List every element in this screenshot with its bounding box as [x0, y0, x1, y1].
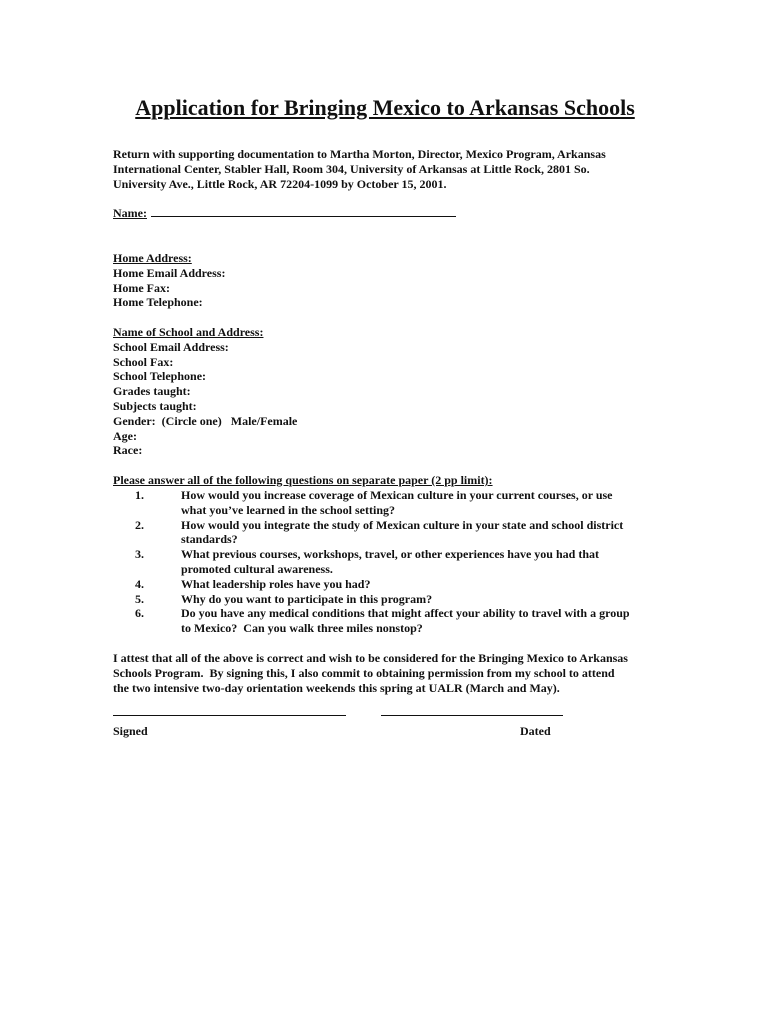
race-label: Race:: [113, 443, 143, 458]
school-name-address-label: Name of School and Address:: [113, 325, 264, 339]
question-text: How would you increase coverage of Mexican culture in your current courses, or use: [181, 488, 613, 502]
school-telephone-label: School Telephone:: [113, 369, 207, 384]
school-section: [113, 325, 673, 458]
school-fax-label: School Fax:: [113, 354, 174, 369]
home-email-label: Home Email Address:: [113, 265, 226, 280]
question-item: [113, 577, 673, 592]
question-text: Why do you want to participate in this program?: [181, 591, 433, 606]
question-item: [113, 488, 673, 518]
home-telephone-label: Home Telephone:: [113, 295, 203, 310]
questions-list: [113, 488, 673, 636]
intro-line: Return with supporting documentation to Martha Morton, Director, Mexico Program, Arkansas: [113, 147, 606, 161]
question-number: 5.: [135, 591, 144, 606]
question-item: [113, 518, 673, 548]
question-text: What previous courses, workshops, travel, or other experiences have you had that: [181, 547, 599, 562]
gender-label: Gender: (Circle one) Male/Female: [113, 413, 298, 428]
question-number: 1.: [135, 488, 144, 502]
question-number: 4.: [135, 576, 144, 591]
date-line[interactable]: [381, 715, 563, 716]
age-label: Age:: [113, 428, 137, 443]
grades-taught-label: Grades taught:: [113, 384, 191, 399]
question-number: 3.: [135, 547, 144, 562]
dated-label: Dated: [520, 724, 551, 738]
home-section: [113, 251, 673, 310]
name-blank-line[interactable]: [151, 206, 456, 217]
attest-line: I attest that all of the above is correct and wish to be considered for the Bringing Mexico to Arkansas: [113, 651, 628, 665]
subjects-taught-label: Subjects taught:: [113, 398, 197, 413]
attest-line: the two intensive two-day orientation weekends this spring at UALR (March and May).: [113, 680, 560, 695]
attest-line: Schools Program. By signing this, I also commit to obtaining permission from my school to attend: [113, 665, 615, 680]
intro-paragraph: [113, 147, 673, 191]
school-email-label: School Email Address:: [113, 339, 229, 354]
question-item: [113, 547, 673, 577]
question-text: promoted cultural awareness.: [181, 561, 333, 576]
questions-heading-text: Please answer all of the following questions on separate paper (2 pp limit):: [113, 473, 493, 487]
signed-label: Signed: [113, 724, 148, 738]
question-number: 6.: [135, 606, 144, 621]
question-item: [113, 592, 673, 607]
question-text: to Mexico? Can you walk three miles nonstop?: [181, 621, 423, 636]
home-address-label: Home Address:: [113, 251, 192, 265]
question-text: How would you integrate the study of Mexican culture in your state and school district: [181, 517, 624, 532]
question-item: [113, 606, 673, 636]
home-fax-label: Home Fax:: [113, 280, 170, 295]
intro-line: International Center, Stabler Hall, Room 304, University of Arkansas at Little Rock, 2801 So.: [113, 161, 590, 176]
document-title: Application for Bringing Mexico to Arkansas Schools: [135, 95, 635, 120]
name-field-row: [113, 206, 673, 221]
question-text: standards?: [181, 532, 238, 547]
intro-line: University Ave., Little Rock, AR 72204-1099 by October 15, 2001.: [113, 176, 447, 191]
questions-heading: [113, 473, 673, 488]
attestation-paragraph: [113, 651, 673, 695]
name-label: Name:: [113, 206, 147, 220]
question-text: Do you have any medical conditions that might affect your ability to travel with a group: [181, 606, 630, 621]
question-text: What leadership roles have you had?: [181, 576, 371, 591]
signature-line[interactable]: [113, 715, 346, 716]
question-text: what you’ve learned in the school setting?: [181, 502, 395, 517]
question-number: 2.: [135, 517, 144, 532]
